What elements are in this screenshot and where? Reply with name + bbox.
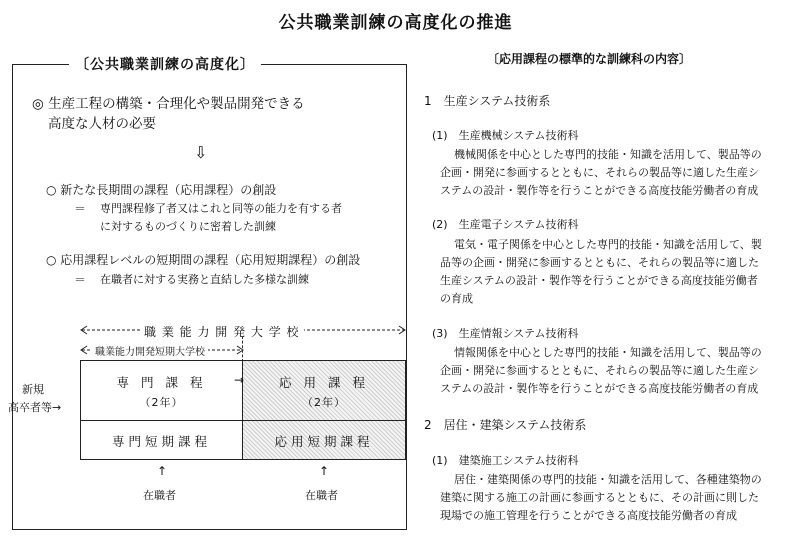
university-label: 職 業 能 力 開 発 大 学 校 — [140, 323, 304, 340]
bottom-label-right: 在職者 — [305, 489, 338, 502]
s1-item3-title: (3) 生産情報システム技術科 — [432, 327, 579, 340]
senmon-tanki-label: 専門短期課程 — [111, 434, 211, 449]
up-arrow-left-icon: ↑ — [157, 464, 168, 478]
ouyou-course-years: （2年） — [302, 396, 346, 409]
entry-label-2: 高卒者等→ — [8, 401, 62, 414]
s1-item2-title: (2) 生産電子システム技術科 — [432, 218, 579, 231]
s1-item1-line-1: 機械関係を中心とした専門的技能・知識を活用して、製品等の — [454, 148, 762, 161]
s2-item1-line-2: 建築に関する施工の計画に参画するとともに、その計画に則した — [440, 491, 759, 504]
junior-college-label: 職業能力開発短期大学校 — [92, 343, 208, 358]
item1-title: ○ 新たな長期間の課程（応用課程）の創設 — [46, 183, 277, 197]
s2-item1-title: (1) 建築施工システム技術科 — [432, 454, 579, 467]
entry-label-1: 新規 — [22, 383, 44, 396]
item2-line-1: 在職者に対する実務と直結した多様な訓練 — [100, 273, 309, 286]
s1-item3-line-3: ステムの設計・製作等を行うことができる高度技能労働者の育成 — [440, 382, 759, 395]
up-arrow-right-icon: ↑ — [319, 464, 330, 478]
left-panel-title: 〔公共職業訓練の高度化〕 — [69, 54, 261, 74]
right-arrow-icon: → — [234, 373, 245, 387]
ouyou-tanki-cell — [243, 421, 405, 459]
item1-line-1: 専門課程修了者又はこれと同等の能力を有する者 — [100, 202, 342, 215]
s1-item3-line-1: 情報関係を中心とした専門的技能・知識を活用して、製品等の — [454, 346, 762, 359]
intro-line-1: ◎ 生産工程の構築・合理化や製品開発できる — [32, 96, 305, 112]
intro-line-2: 高度な人材の必要 — [48, 116, 156, 132]
down-arrow-icon: ⇩ — [194, 143, 208, 162]
ouyou-tanki-label: 応用短期課程 — [274, 434, 374, 449]
senmon-tanki-cell — [81, 421, 243, 459]
s1-item2-line-4: の育成 — [440, 292, 473, 305]
s1-item3-line-2: 企画・開発に参画するとともに、それらの製品等に適した生産シ — [440, 364, 759, 377]
s1-item1-title: (1) 生産機械システム技術科 — [432, 129, 579, 142]
bottom-label-left: 在職者 — [143, 489, 176, 502]
s1-item2-line-3: 生産システムの設計・製作等を行うことができる高度技能労働者 — [440, 274, 758, 287]
item1-mark: ＝ — [74, 202, 87, 216]
item2-mark: ＝ — [74, 273, 87, 287]
page-title: 公共職業訓練の高度化の推進 — [278, 13, 513, 33]
s2-item1-line-3: 現場での施工管理を行うことができる高度技能労働者の育成 — [440, 509, 737, 522]
section-2-title: 2 居住・建築システム技術系 — [424, 418, 587, 432]
senmon-course-years: （2年） — [139, 396, 184, 409]
ouyou-course-cell — [243, 361, 405, 421]
senmon-course-cell — [81, 361, 243, 421]
left-panel — [12, 57, 407, 530]
s1-item2-line-1: 電気・電子関係を中心とした専門的技能・知識を活用して、製 — [454, 238, 762, 251]
senmon-course-label: 専 門 課 程 — [116, 375, 207, 390]
s1-item1-line-2: 企画・開発に参画するとともに、それらの製品等に適した生産シ — [440, 166, 759, 179]
right-title: 〔応用課程の標準的な訓練科の内容〕 — [487, 52, 692, 66]
divider — [242, 336, 243, 362]
section-1-title: 1 生産システム技術系 — [424, 94, 551, 108]
item1-line-2: に対するものづくりに密着した訓練 — [100, 220, 276, 233]
s2-item1-line-1: 居住・建築関係の専門的技能・知識を活用して、各種建築物の — [454, 473, 762, 486]
s1-item2-line-2: 品等の企画・開発に参画するとともに、それらの製品等に適した — [440, 256, 759, 269]
item2-title: ○ 応用課程レベルの短期間の課程（応用短期課程）の創設 — [46, 253, 361, 267]
ouyou-course-label: 応 用 課 程 — [279, 375, 369, 390]
s1-item1-line-3: ステムの設計・製作等を行うことができる高度技能労働者の育成 — [440, 184, 759, 197]
